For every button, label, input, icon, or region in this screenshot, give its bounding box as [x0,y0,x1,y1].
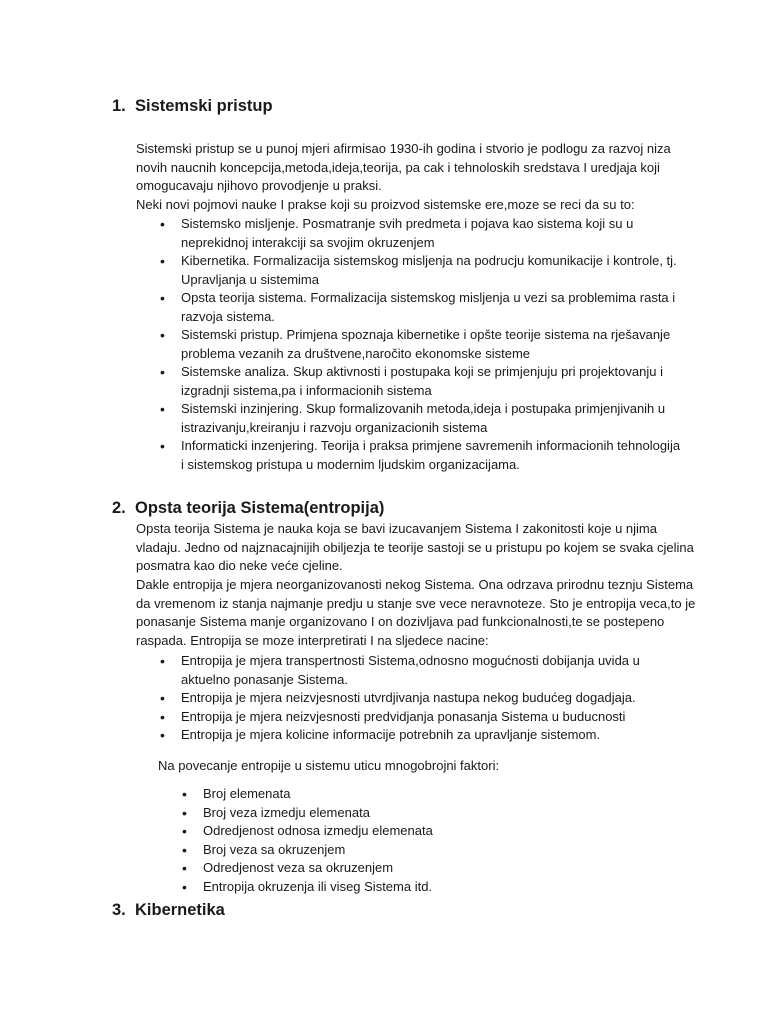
section-3-title: Kibernetika [135,901,225,919]
section-1-number: 1. [112,97,126,115]
list-item: • Entropija je mjera transpertnosti Sistema,odnosno mogućnosti dobijanja uvida u aktuelno ponasanje Sistema. [160,652,680,689]
section-2-paragraph-3: Na povecanje entropije u sistemu uticu mnogobrojni faktori: [158,758,500,773]
list-item: • Sistemsko misljenje. Posmatranje svih predmeta i pojava kao sistema koji su u neprekidnoj interakciji sa svojim okruzenjem [160,215,684,252]
section-2-bullet-list [160,652,680,745]
list-item: • Broj elemenata [182,785,582,804]
list-item: • Entropija je mjera kolicine informacije potrebnih za upravljanje sistemom. [160,726,680,745]
list-item: • Broj veza izmedju elemenata [182,804,582,823]
list-item: • Entropija je mjera neizvjesnosti predvidjanja ponasanja Sistema u buducnosti [160,708,680,727]
section-1-paragraph-1: Sistemski pristup se u punoj mjeri afirmisao 1930-ih godina i stvorio je podlogu za razvoj niza novih naucnih koncepcija,metoda,ideja,teorija, pa cak i tehnoloskih sredstava I uredjaja koji omogucavaju njihovo provodjenje u praksi. [136,141,671,193]
section-2-paragraph-1: Opsta teorija Sistema je nauka koja se bavi izucavanjem Sistema I zakonitosti koje u njima vladaju. Jedno od najznacajnijih obiljezja te teorije sastoji se u pristupu po kojem se svaka cjelina posmatra kao dio neke veće cjeline. [136,521,694,573]
list-item: • Entropija okruzenja ili viseg Sistema itd. [182,878,582,897]
list-item: • Informaticki inzenjering. Teorija i praksa primjene savremenih informacionih tehnologija i sistemskog pristupa u modernim ljudskim organizacijama. [160,437,684,474]
section-2-title: Opsta teorija Sistema(entropija) [135,499,385,517]
section-3-heading [112,900,225,920]
list-item: • Opsta teorija sistema. Formalizacija sistemskog misljenja u vezi sa problemima rasta i razvoja sistema. [160,289,684,326]
section-1-paragraph-2: Neki novi pojmovi nauke I prakse koji su proizvod sistemske ere,moze se reci da su to: [136,197,635,212]
list-item: • Sistemske analiza. Skup aktivnosti i postupaka koji se primjenjuju pri projektovanju i izgradnji sistema,pa i informacionih sistema [160,363,684,400]
list-item: • Entropija je mjera neizvjesnosti utvrdjivanja nastupa nekog budućeg dogadjaja. [160,689,680,708]
section-2-paragraph-2: Dakle entropija je mjera neorganizovanosti nekog Sistema. Ona odrzava prirodnu teznju Sistema da vremenom iz stanja najmanje predju u stanje sve vece neravnoteze. Sto je entropija veca,to je ponasanje Sistema manje organizovano I on dozivljava pad funkcionalnosti,te se postepeno raspada. Entropija se moze interpretirati I na sljedece nacine: [136,577,696,648]
list-item: • Broj veza sa okruzenjem [182,841,582,860]
entropy-factors-list [182,785,582,896]
list-item: • Odredjenost veza sa okruzenjem [182,859,582,878]
list-item: • Odredjenost odnosa izmedju elemenata [182,822,582,841]
section-3-number: 3. [112,901,126,919]
list-item: • Sistemski inzinjering. Skup formalizovanih metoda,ideja i postupaka primjenjivanih u istrazivanju,kreiranju i razvoju organizacionih sistema [160,400,684,437]
section-1-heading [112,96,273,116]
section-1-title: Sistemski pristup [135,97,273,115]
list-item: • Sistemski pristup. Primjena spoznaja kibernetike i opšte teorije sistema na rješavanje problema vezanih za društvene,naročito ekonomske sisteme [160,326,684,363]
section-2-heading [112,498,384,518]
section-1-bullet-list [160,215,684,474]
section-2-number: 2. [112,499,126,517]
list-item: • Kibernetika. Formalizacija sistemskog misljenja na podrucju komunikacije i kontrole, tj. Upravljanja u sistemima [160,252,684,289]
